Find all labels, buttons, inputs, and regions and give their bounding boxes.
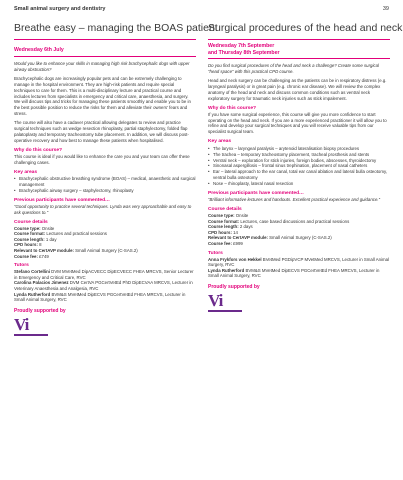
testimonial-heading: Previous participants have commented… — [14, 197, 110, 203]
detail-row: Course length: 1 day — [14, 236, 57, 242]
section-title: Small animal surgery and dentistry — [14, 6, 106, 12]
course-details — [14, 226, 196, 260]
sponsor-heading: Proudly supported by — [208, 283, 260, 290]
tutors-list — [208, 257, 390, 279]
list-item: • Ventral neck – exploration for stick injuries, foreign bodies, abscesses, thyroidectomy — [208, 158, 390, 164]
sponsor-logo — [14, 314, 50, 337]
course-title: Surgical procedures of the head and neck — [208, 22, 390, 40]
detail-row: Relevant to CertAVP module: Small Animal Surgery (C-SAS.2) — [14, 248, 138, 253]
page-header — [14, 6, 389, 18]
tutor: Anna Frykfors von Hekkel BVetMed PGDipVCP MVetMed MRCVS, Lecturer in Small Animal Surgery, RVC — [208, 256, 389, 268]
tutor: Carolina Palacios Jimenez DVM CertVA PGCertVetEd PhD DipECVAA MRCVS, Lecturer in Veterinary Anaesthesia and Analgesia, RVC — [14, 280, 193, 291]
detail-row: Course format: Lectures, case based discussions and practical sessions — [208, 218, 350, 224]
course-intro: Would you like to enhance your skills in managing high risk brachycephalic dogs with upper airway obstruction? — [14, 61, 190, 72]
detail-row: Relevant to CertAVP module: Small Animal Surgery (C-SAS.2) — [208, 235, 332, 241]
logo-underline — [14, 334, 48, 336]
testimonial-quote: "Good opportunity to practice several techniques. Lynda was very approachable and easy to ask questions to." — [14, 203, 192, 215]
course-details — [208, 213, 390, 247]
list-item: • Ear – lateral approach to the ear canal, total ear canal ablation and lateral bulla osteotomy, ventral bulla osteotomy — [208, 169, 390, 181]
sponsor-logo — [208, 290, 244, 313]
course-title: Breathe easy – managing the BOAS patient — [14, 22, 196, 40]
logo-mark: Vi — [14, 314, 29, 334]
tutors-heading: Tutors — [208, 250, 223, 256]
detail-row: Course fee: £999 — [208, 240, 243, 246]
detail-row: CPD hours: 14 — [208, 229, 238, 235]
course-description: Head and neck surgery can be challenging as the patients can be in respiratory distress (e.g. laryngeal paralysis) or in great pain (e.g. chronic ear disease). We will review the complex anatomy of the head and neck and discuss common conditions such as ventral neck exploratory surgery for traumatic neck injuries such as stick impalement. — [208, 78, 387, 101]
key-areas-heading: Key areas — [14, 169, 38, 175]
list-item: • Brachycephalic obstructive breathing syndrome (BOAS) – medical, anaesthetic and surgical management — [14, 176, 196, 188]
key-areas-list — [14, 176, 196, 194]
course-right — [208, 22, 403, 313]
testimonial-heading: Previous participants have commented… — [208, 191, 304, 197]
tutors-list — [14, 269, 196, 303]
detail-row: Course format: Lectures and practical sessions — [14, 231, 107, 237]
course-date: Wednesday 6th July — [14, 43, 196, 57]
details-heading: Course details — [208, 207, 242, 212]
why-text: If you have some surgical experience, this course will give you more confidence to start operating on the head and neck. If you are a more experienced practitioner it will allow you to refine and develop your surgical techniques and you will receive valuable tips from our specialist surgical team. — [208, 111, 387, 135]
key-areas-list — [208, 146, 390, 187]
course-description: Brachycephalic dogs are increasingly popular pets and can be extremely challenging to manage in the hospital environment. They are high-risk patients and require special techniques to care for them. This is a multi-disciplinary lecture and practical course and includes lectures from specialists in emergency and critical care, anaesthesia, and surgery. We will discuss tips and tricks for managing these patients smoothly and enable you to be in the best possible position to reduce the risks for them and alleviate their owners' fears and stress. — [14, 75, 191, 117]
course-date: Wednesday 7th September and Thursday 8th September — [208, 43, 390, 59]
list-item: • Nose – rhinoplasty, lateral nasal resection — [208, 181, 390, 187]
detail-row: Course type: Onsite — [14, 225, 55, 231]
course-left — [14, 22, 218, 337]
list-item: • Sinonasal aspergillosis – frontal sinus trephination, placement of nasal catheters — [208, 163, 390, 169]
detail-row: Course type: Onsite — [208, 213, 249, 218]
sponsor-heading: Proudly supported by — [14, 307, 66, 314]
detail-row: Course length: 2 days — [208, 224, 253, 230]
course-description-2: The course will also have a cadaver practical allowing delegates to review and practice surgical techniques such as wedge resection rhinoplasty, partial staphylectomy, folded flap palatoplasty and temporary tracheostomy tube placement. In addition, we will discuss post-operative recovery and how best to manage these patients when hospitalised. — [14, 120, 189, 143]
tutors-heading: Tutors — [14, 263, 29, 269]
detail-row: CPD hours: 8 — [14, 242, 42, 248]
detail-row: Course fee: £749 — [14, 253, 49, 259]
logo-underline — [208, 310, 242, 312]
testimonial-quote: "Brilliant informative lectures and handouts. Excellent practical experience and guidance." — [208, 197, 381, 203]
tutor: Stefano Cortellini DVM MVetMed DipACVECC DipECVECC FHEA MRCVS, Senior Lecturer in Emergency and Critical Care, RVC — [14, 269, 194, 280]
page-number: 39 — [382, 6, 389, 12]
list-item: • The larynx – laryngeal paralysis – arytenoid lateralisation biopsy procedures — [208, 146, 390, 152]
key-areas-heading: Key areas — [208, 139, 232, 145]
why-text: This course is ideal if you would like to enhance the care you and your team can offer these challenging cases. — [14, 153, 190, 165]
tutor: Lynda Rutherford BVM&S MVetMed DipECVS PGCertVetEd FHEA MRCVS, Lecturer in Small Animal Surgery, RVC — [208, 267, 380, 279]
logo-mark: Vi — [208, 290, 223, 310]
tutor: Lynda Rutherford BVM&S MVetMed DipECVS PGCertVetEd FHEA MRCVS, Lecturer in Small Animal Surgery, RVC — [14, 291, 186, 303]
course-intro: Do you find surgical procedures of the head and neck a challenge? Create some surgical "head space" with this practical CPD course. — [208, 63, 379, 75]
why-heading: Why do this course? — [208, 105, 257, 111]
why-heading: Why do this course? — [14, 147, 63, 153]
list-item: • Brachycephalic airway surgery – staphylectomy, rhinoplasty — [14, 188, 196, 194]
details-heading: Course details — [14, 219, 48, 225]
list-item: • The trachea – temporary tracheostomy placement, tracheal prosthesis and stents — [208, 152, 390, 158]
